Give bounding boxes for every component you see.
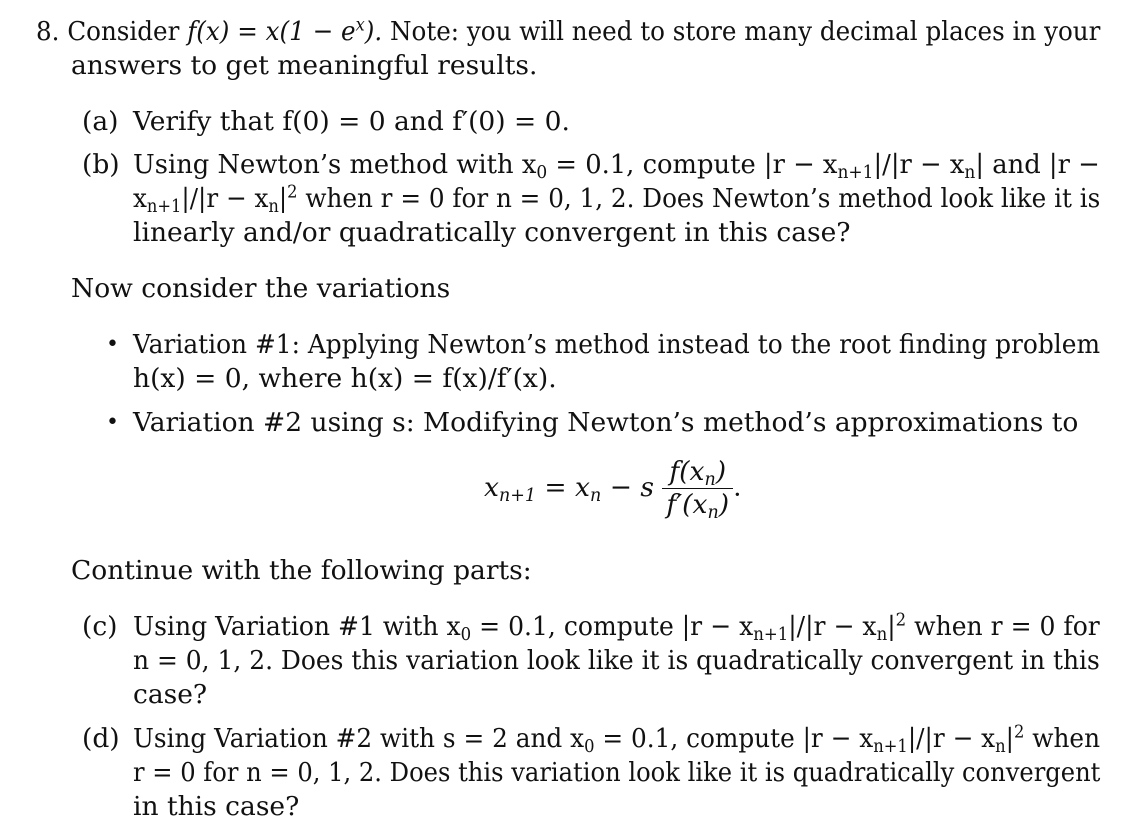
- part-d-line2: r = 0 for n = 0, 1, 2. Does this variation look like it is quadratically convergent: [133, 757, 1101, 788]
- problem-number: 8.: [36, 16, 60, 47]
- part-c-line2: n = 0, 1, 2. Does this variation look like it is quadratically convergent in this: [133, 645, 1100, 676]
- part-a-label: (a): [82, 106, 119, 137]
- part-d-line3: in this case?: [133, 791, 300, 822]
- equation-numerator: $f(x_n)$: [662, 456, 733, 489]
- equation-fraction: [662, 456, 733, 521]
- variation-2-line1: Variation #2 using s: Modifying Newton’s method’s approximations to: [133, 407, 1079, 438]
- problem-note: Note: you will need to store many decimal places in your: [389, 16, 1101, 47]
- part-c-line3: case?: [133, 679, 208, 710]
- variation-1-bullet: •: [106, 332, 119, 357]
- continue-text: Continue with the following parts:: [71, 555, 532, 586]
- newton-variation-equation: [484, 456, 742, 521]
- now-consider-text: Now consider the variations: [71, 273, 451, 304]
- part-b-line1: Using Newton’s method with $x_0 = 0.1$, compute $|r - x_{n+1}|/|r - x_n|$ and |r −: [133, 149, 1100, 183]
- equation-lhs: $x_{n+1} = x_n - s$: [484, 471, 654, 506]
- part-b-label: (b): [82, 149, 120, 180]
- part-d-line1: Using Variation #2 with s = 2 and $x_0 = 0.1$, compute $|r - x_{n+1}|/|r - x_n|^2$ when: [133, 722, 1101, 757]
- equation-denominator: $f'(x_n)$: [666, 489, 730, 523]
- variation-1-line2: h(x) = 0, where h(x) = f(x)/f′(x).: [133, 363, 557, 394]
- equation-period: .: [733, 471, 742, 503]
- problem-intro: Consider: [67, 16, 180, 47]
- function-definition: $f(x) = x(1 - e^x)$.: [187, 15, 383, 47]
- part-c-line1: Using Variation #1 with $x_0 = 0.1$, compute $|r - x_{n+1}|/|r - x_n|^2$ when r = 0 for: [133, 610, 1100, 645]
- problem-statement-line1: [36, 15, 1100, 49]
- variation-2-bullet: •: [106, 410, 119, 435]
- variation-1-line1: Variation #1: Applying Newton’s method instead to the root finding problem: [133, 329, 1101, 360]
- part-b-line3: linearly and/or quadratically convergent in this case?: [133, 217, 851, 248]
- part-a-text: Verify that f(0) = 0 and f′(0) = 0.: [133, 106, 570, 137]
- part-d-label: (d): [82, 723, 120, 754]
- problem-note-continued: answers to get meaningful results.: [71, 50, 538, 81]
- part-c-label: (c): [82, 611, 118, 642]
- part-b-line2: $x_{n+1}|/|r - x_n|^2$ when r = 0 for n = 0, 1, 2. Does Newton’s method look like it is: [133, 182, 1101, 217]
